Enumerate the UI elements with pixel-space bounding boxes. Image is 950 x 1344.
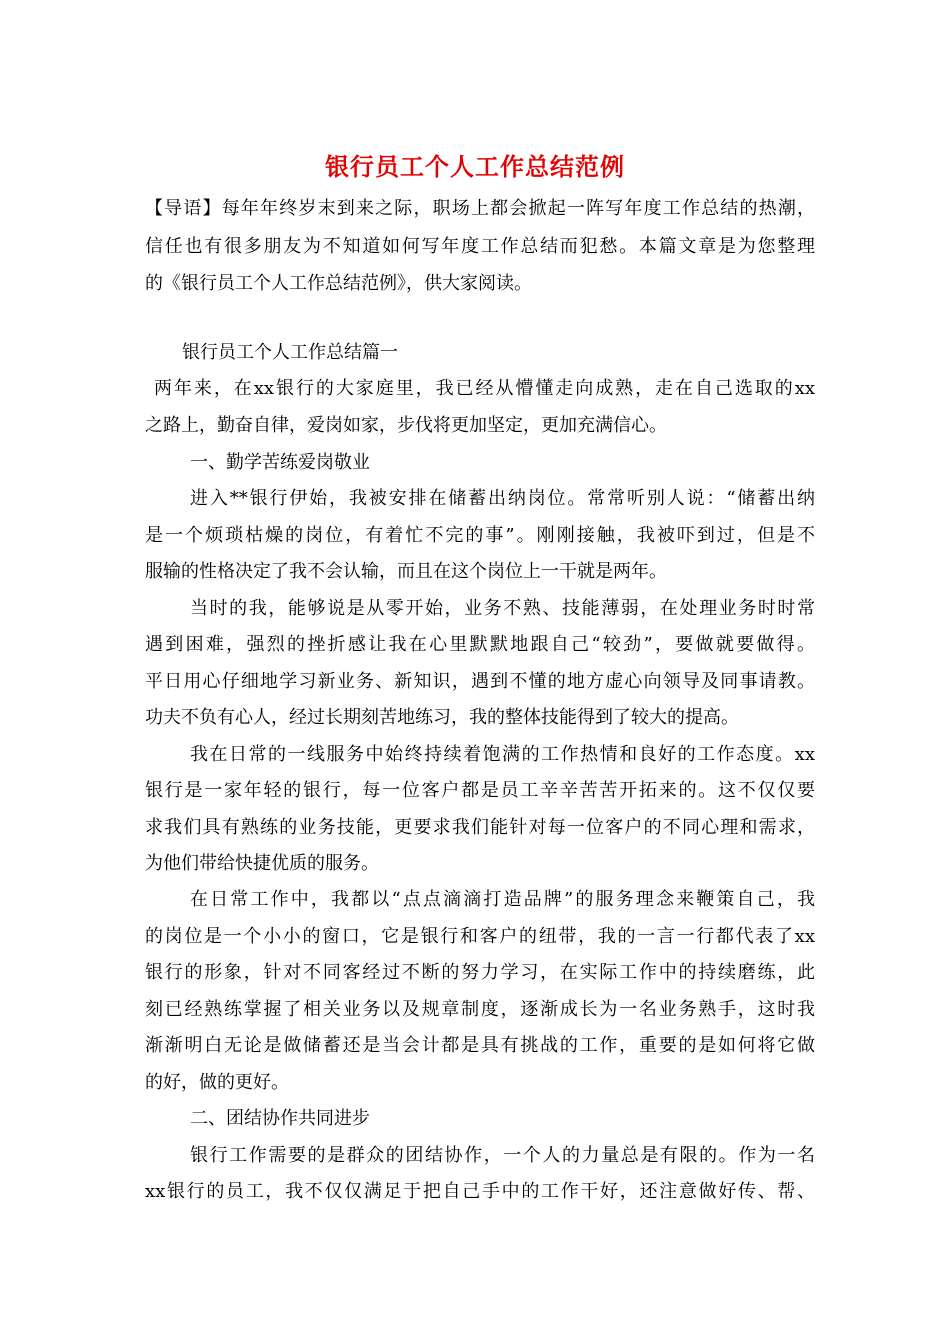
- paragraph-line: 银行工作需要的是群众的团结协作，一个人的力量总是有限的。作为一名: [190, 1145, 815, 1166]
- paragraph-line: 当时的我，能够说是从零开始，业务不熟、技能薄弱，在处理业务时时常: [190, 598, 815, 619]
- paragraph-line: 之路上，勤奋自律，爱岗如家，步伐将更加坚定，更加充满信心。: [145, 415, 667, 436]
- paragraph-line: 服输的性格决定了我不会认输，而且在这个岗位上一干就是两年。: [145, 561, 667, 582]
- paragraph-line: 遇到困难，强烈的挫折感让我在心里默默地跟自己“较劲”，要做就要做得。: [145, 634, 815, 655]
- paragraph-line: 进入**银行伊始，我被安排在储蓄出纳岗位。常常听别人说：“储蓄出纳: [190, 488, 815, 509]
- paragraph-line: 为他们带给快捷优质的服务。: [145, 853, 379, 874]
- document-title: 银行员工个人工作总结范例: [325, 152, 625, 181]
- subheading-1: 一、勤学苦练爱岗敬业: [190, 452, 370, 473]
- paragraph-line: 平日用心仔细地学习新业务、新知识，遇到不懂的地方虚心向领导及同事请教。: [145, 671, 815, 692]
- paragraph-line: 刻已经熟练掌握了相关业务以及规章制度，逐渐成长为一名业务熟手，这时我: [145, 999, 815, 1020]
- paragraph-line: 银行的形象，针对不同客经过不断的努力学习，在实际工作中的持续磨练，此: [145, 962, 815, 983]
- paragraph-line: 的岗位是一个小小的窗口，它是银行和客户的纽带，我的一言一行都代表了xx: [145, 926, 815, 947]
- paragraph-line: 功夫不负有心人，经过长期刻苦地练习，我的整体技能得到了较大的提高。: [145, 707, 739, 728]
- subheading-2: 二、团结协作共同进步: [190, 1108, 370, 1129]
- paragraph-line: 的好，做的更好。: [145, 1072, 289, 1093]
- intro-line-3: 的《银行员工个人工作总结范例》，供大家阅读。: [145, 273, 532, 294]
- paragraph-line: 渐渐明白无论是做储蓄还是当会计都是具有挑战的工作，重要的是如何将它做: [145, 1035, 815, 1056]
- paragraph-line: xx银行的员工，我不仅仅满足于把自己手中的工作干好，还注意做好传、帮、: [145, 1181, 815, 1202]
- paragraph-line: 我在日常的一线服务中始终持续着饱满的工作热情和良好的工作态度。xx: [190, 744, 815, 765]
- paragraph-line: 两年来，在xx银行的大家庭里，我已经从懵懂走向成熟，走在自己选取的xx: [154, 378, 815, 399]
- paragraph-line: 是一个烦琐枯燥的岗位，有着忙不完的事”。刚刚接触，我被吓到过，但是不: [145, 525, 815, 546]
- intro-line-1: 【导语】每年年终岁末到来之际，职场上都会掀起一阵写年度工作总结的热潮，: [145, 198, 815, 219]
- intro-line-2: 信任也有很多朋友为不知道如何写年度工作总结而犯愁。本篇文章是为您整理: [145, 236, 815, 257]
- paragraph-line: 求我们具有熟练的业务技能，更要求我们能针对每一位客户的不同心理和需求，: [145, 817, 815, 838]
- section-heading: 银行员工个人工作总结篇一: [182, 342, 398, 363]
- paragraph-line: 银行是一家年轻的银行，每一位客户都是员工辛辛苦苦开拓来的。这不仅仅要: [145, 780, 815, 801]
- paragraph-line: 在日常工作中，我都以“点点滴滴打造品牌”的服务理念来鞭策自己，我: [190, 889, 815, 910]
